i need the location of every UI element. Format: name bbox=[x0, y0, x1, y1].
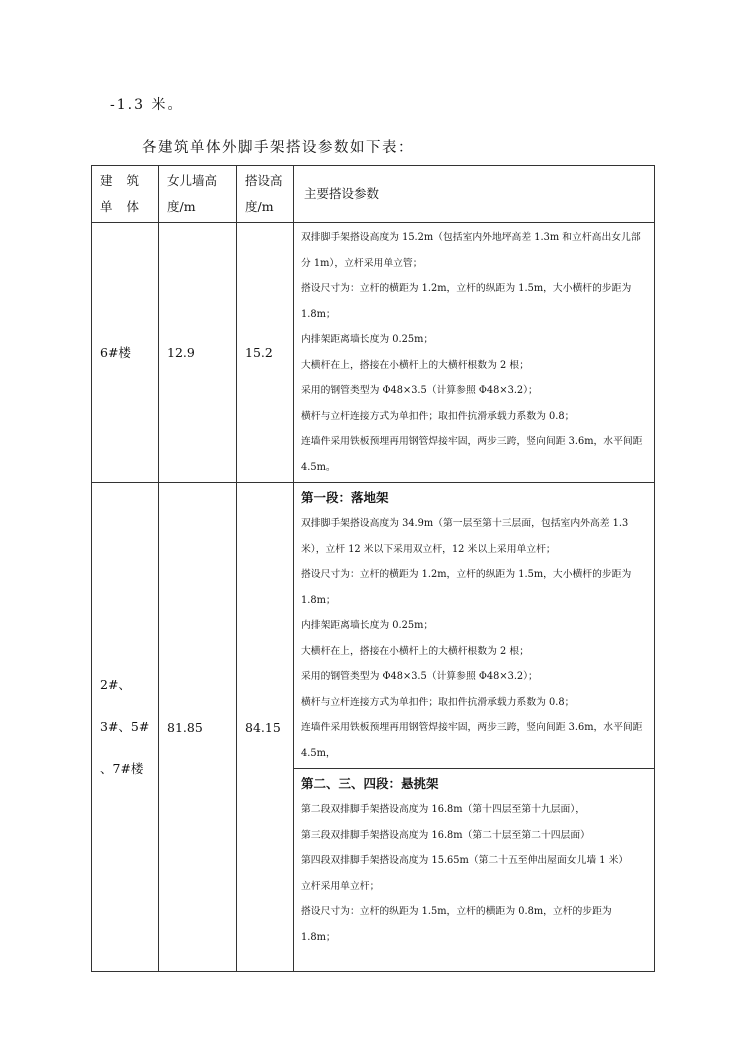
param-text: 连墙件采用铁板预埋再用钢管焊接牢固，两步三跨，竖向间距 3.6m，水平间距 4.5m， bbox=[301, 722, 643, 759]
param-text: 采用的钢管类型为 Φ48×3.5（计算参照 Φ48×3.2）； bbox=[301, 385, 538, 396]
table-row bbox=[92, 483, 655, 769]
scaffold-parameters-table bbox=[91, 165, 655, 972]
param-text: 内排架距离墙长度为 0.25m； bbox=[301, 334, 434, 345]
param-text: 双排脚手架搭设高度为 34.9m（第一层至第十三层面，包括室内外高差 1.3 米），立杆 12 米以下采用双立杆，12 米以上采用单立杆； bbox=[301, 518, 629, 555]
segment1-title: 第一段：落地架 bbox=[301, 490, 389, 505]
param-text: 立杆采用单立杆； bbox=[301, 880, 380, 892]
param-text: 横杆与立杆连接方式为单扣件；取扣件抗滑承载力系数为 0.8； bbox=[301, 696, 575, 708]
param-text: 搭设尺寸为：立杆的横距为 1.2m，立杆的纵距为 1.5m，大小横杆的步距为 1.8m； bbox=[301, 283, 632, 320]
header-building: 建 筑 单 体 bbox=[92, 166, 159, 223]
segment2-cell bbox=[294, 769, 655, 972]
param-text: 第三段双排脚手架搭设高度为 16.8m（第二十层至第二十四层面） bbox=[301, 829, 590, 841]
intro-fragment: -1.3 米。 bbox=[110, 97, 184, 113]
scaffold-height: 84.15 bbox=[237, 483, 294, 972]
parapet-height: 12.9 bbox=[159, 223, 237, 483]
param-text: 连墙件采用铁板预埋再用钢管焊接牢固，两步三跨，竖向间距 3.6m，水平间距 4.5m。 bbox=[301, 436, 643, 473]
param-text: 内排架距离墙长度为 0.25m； bbox=[301, 620, 434, 631]
header-scaffold-height: 搭设高度/m bbox=[237, 166, 294, 223]
param-text: 搭设尺寸为：立杆的纵距为 1.5m，立杆的横距为 0.8m，立杆的步距为 1.8m； bbox=[301, 906, 612, 943]
scaffold-height: 15.2 bbox=[237, 223, 294, 483]
header-main-params: 主要搭设参数 bbox=[294, 166, 655, 223]
param-text: 横杆与立杆连接方式为单扣件；取扣件抗滑承载力系数为 0.8； bbox=[301, 410, 575, 422]
param-text: 大横杆在上，搭接在小横杆上的大横杆根数为 2 根； bbox=[301, 645, 529, 657]
params-cell bbox=[294, 223, 655, 483]
param-text: 大横杆在上，搭接在小横杆上的大横杆根数为 2 根； bbox=[301, 359, 529, 371]
table-caption: 各建筑单体外脚手架搭设参数如下表： bbox=[142, 140, 414, 156]
param-text: 双排脚手架搭设高度为 15.2m（包括室内外地坪高差 1.3m 和立杆高出女儿部分 1m），立杆采用单立管； bbox=[301, 232, 641, 269]
building-name: 6#楼 bbox=[92, 223, 159, 483]
param-text: 搭设尺寸为：立杆的横距为 1.2m，立杆的纵距为 1.5m，大小横杆的步距为 1.8m； bbox=[301, 569, 632, 606]
table-row bbox=[92, 223, 655, 483]
param-text: 采用的钢管类型为 Φ48×3.5（计算参照 Φ48×3.2）； bbox=[301, 671, 538, 682]
segment2-title: 第二、三、四段：悬挑架 bbox=[301, 776, 439, 791]
param-text: 第二段双排脚手架搭设高度为 16.8m（第十四层至第十九层面）， bbox=[301, 804, 586, 815]
parapet-height: 81.85 bbox=[159, 483, 237, 972]
table-header-row bbox=[92, 166, 655, 223]
param-text: 第四段双排脚手架搭设高度为 15.65m（第二十五至伸出屋面女儿墙 1 米） bbox=[301, 855, 629, 866]
header-parapet-height: 女儿墙高度/m bbox=[159, 166, 237, 223]
building-name: 2#、3#、5# 、7#楼 bbox=[92, 483, 159, 972]
segment1-cell bbox=[294, 483, 655, 769]
